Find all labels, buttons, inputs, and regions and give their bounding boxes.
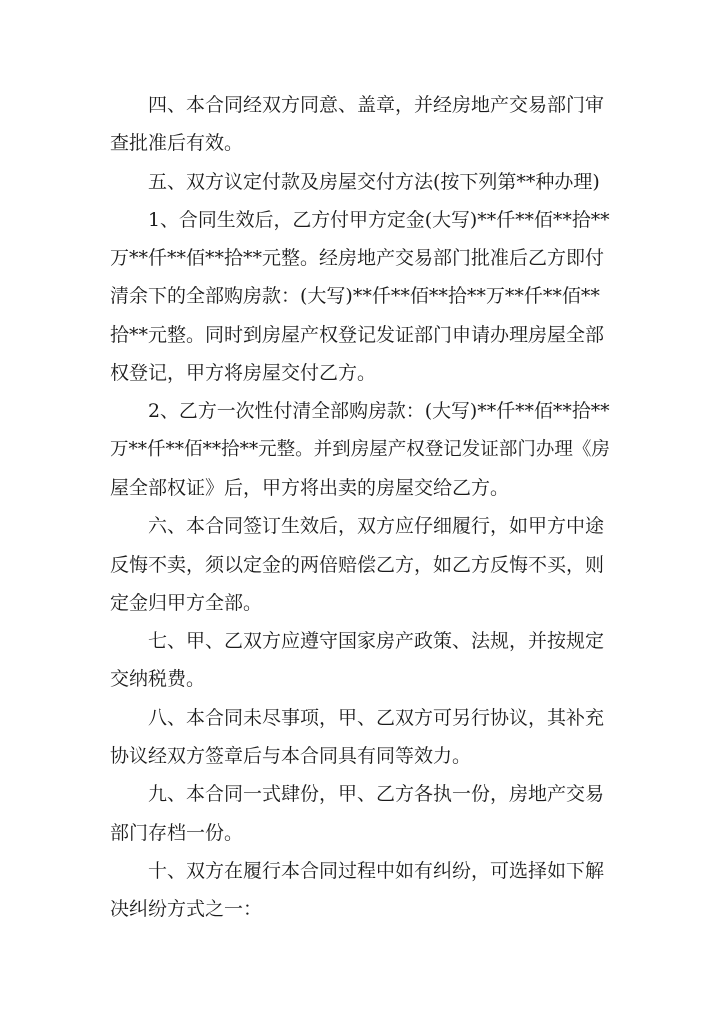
text-line: 八、本合同未尽事项，甲、乙双方可另行协议，其补充 xyxy=(148,706,605,729)
text-line: 七、甲、乙双方应遵守国家房产政策、法规，并按规定 xyxy=(148,630,605,653)
text-line: 查批准后有效。 xyxy=(110,132,244,155)
text-line: 六、本合同签订生效后，双方应仔细履行，如甲方中途 xyxy=(148,515,605,538)
text-line: 协议经双方签章后与本合同具有同等效力。 xyxy=(110,745,472,768)
text-line: 十、双方在履行本合同过程中如有纠纷，可选择如下解 xyxy=(148,859,605,882)
text-line: 反悔不卖，须以定金的两倍赔偿乙方，如乙方反悔不买，则 xyxy=(110,553,605,576)
text-line: 定金归甲方全部。 xyxy=(110,591,263,614)
text-line: 九、本合同一式肆份，甲、乙方各执一份，房地产交易 xyxy=(148,783,605,806)
text-line: 交纳税费。 xyxy=(110,668,206,691)
text-line: 决纠纷方式之一： xyxy=(110,898,263,921)
text-line: 五、双方议定付款及房屋交付方法(按下列第**种办理) xyxy=(148,170,600,193)
text-line: 屋全部权证》后，甲方将出卖的房屋交给乙方。 xyxy=(110,476,510,499)
text-line: 万**仟**佰**拾**元整。经房地产交易部门批准后乙方即付 xyxy=(110,247,605,270)
text-line: 清余下的全部购房款：(大写)**仟**佰**拾**万**仟**佰** xyxy=(110,285,600,308)
text-line: 2、乙方一次性付清全部购房款：(大写)**仟**佰**拾** xyxy=(148,400,610,423)
text-line: 拾**元整。同时到房屋产权登记发证部门申请办理房屋全部 xyxy=(110,323,605,346)
text-line: 部门存档一份。 xyxy=(110,821,244,844)
text-line: 1、合同生效后，乙方付甲方定金(大写)**仟**佰**拾** xyxy=(148,208,610,231)
document-page xyxy=(110,86,610,929)
text-line: 四、本合同经双方同意、盖章，并经房地产交易部门审 xyxy=(148,94,605,116)
text-line: 万**仟**佰**拾**元整。并到房屋产权登记发证部门办理《房 xyxy=(110,438,610,460)
text-line: 权登记，甲方将房屋交付乙方。 xyxy=(110,362,377,385)
